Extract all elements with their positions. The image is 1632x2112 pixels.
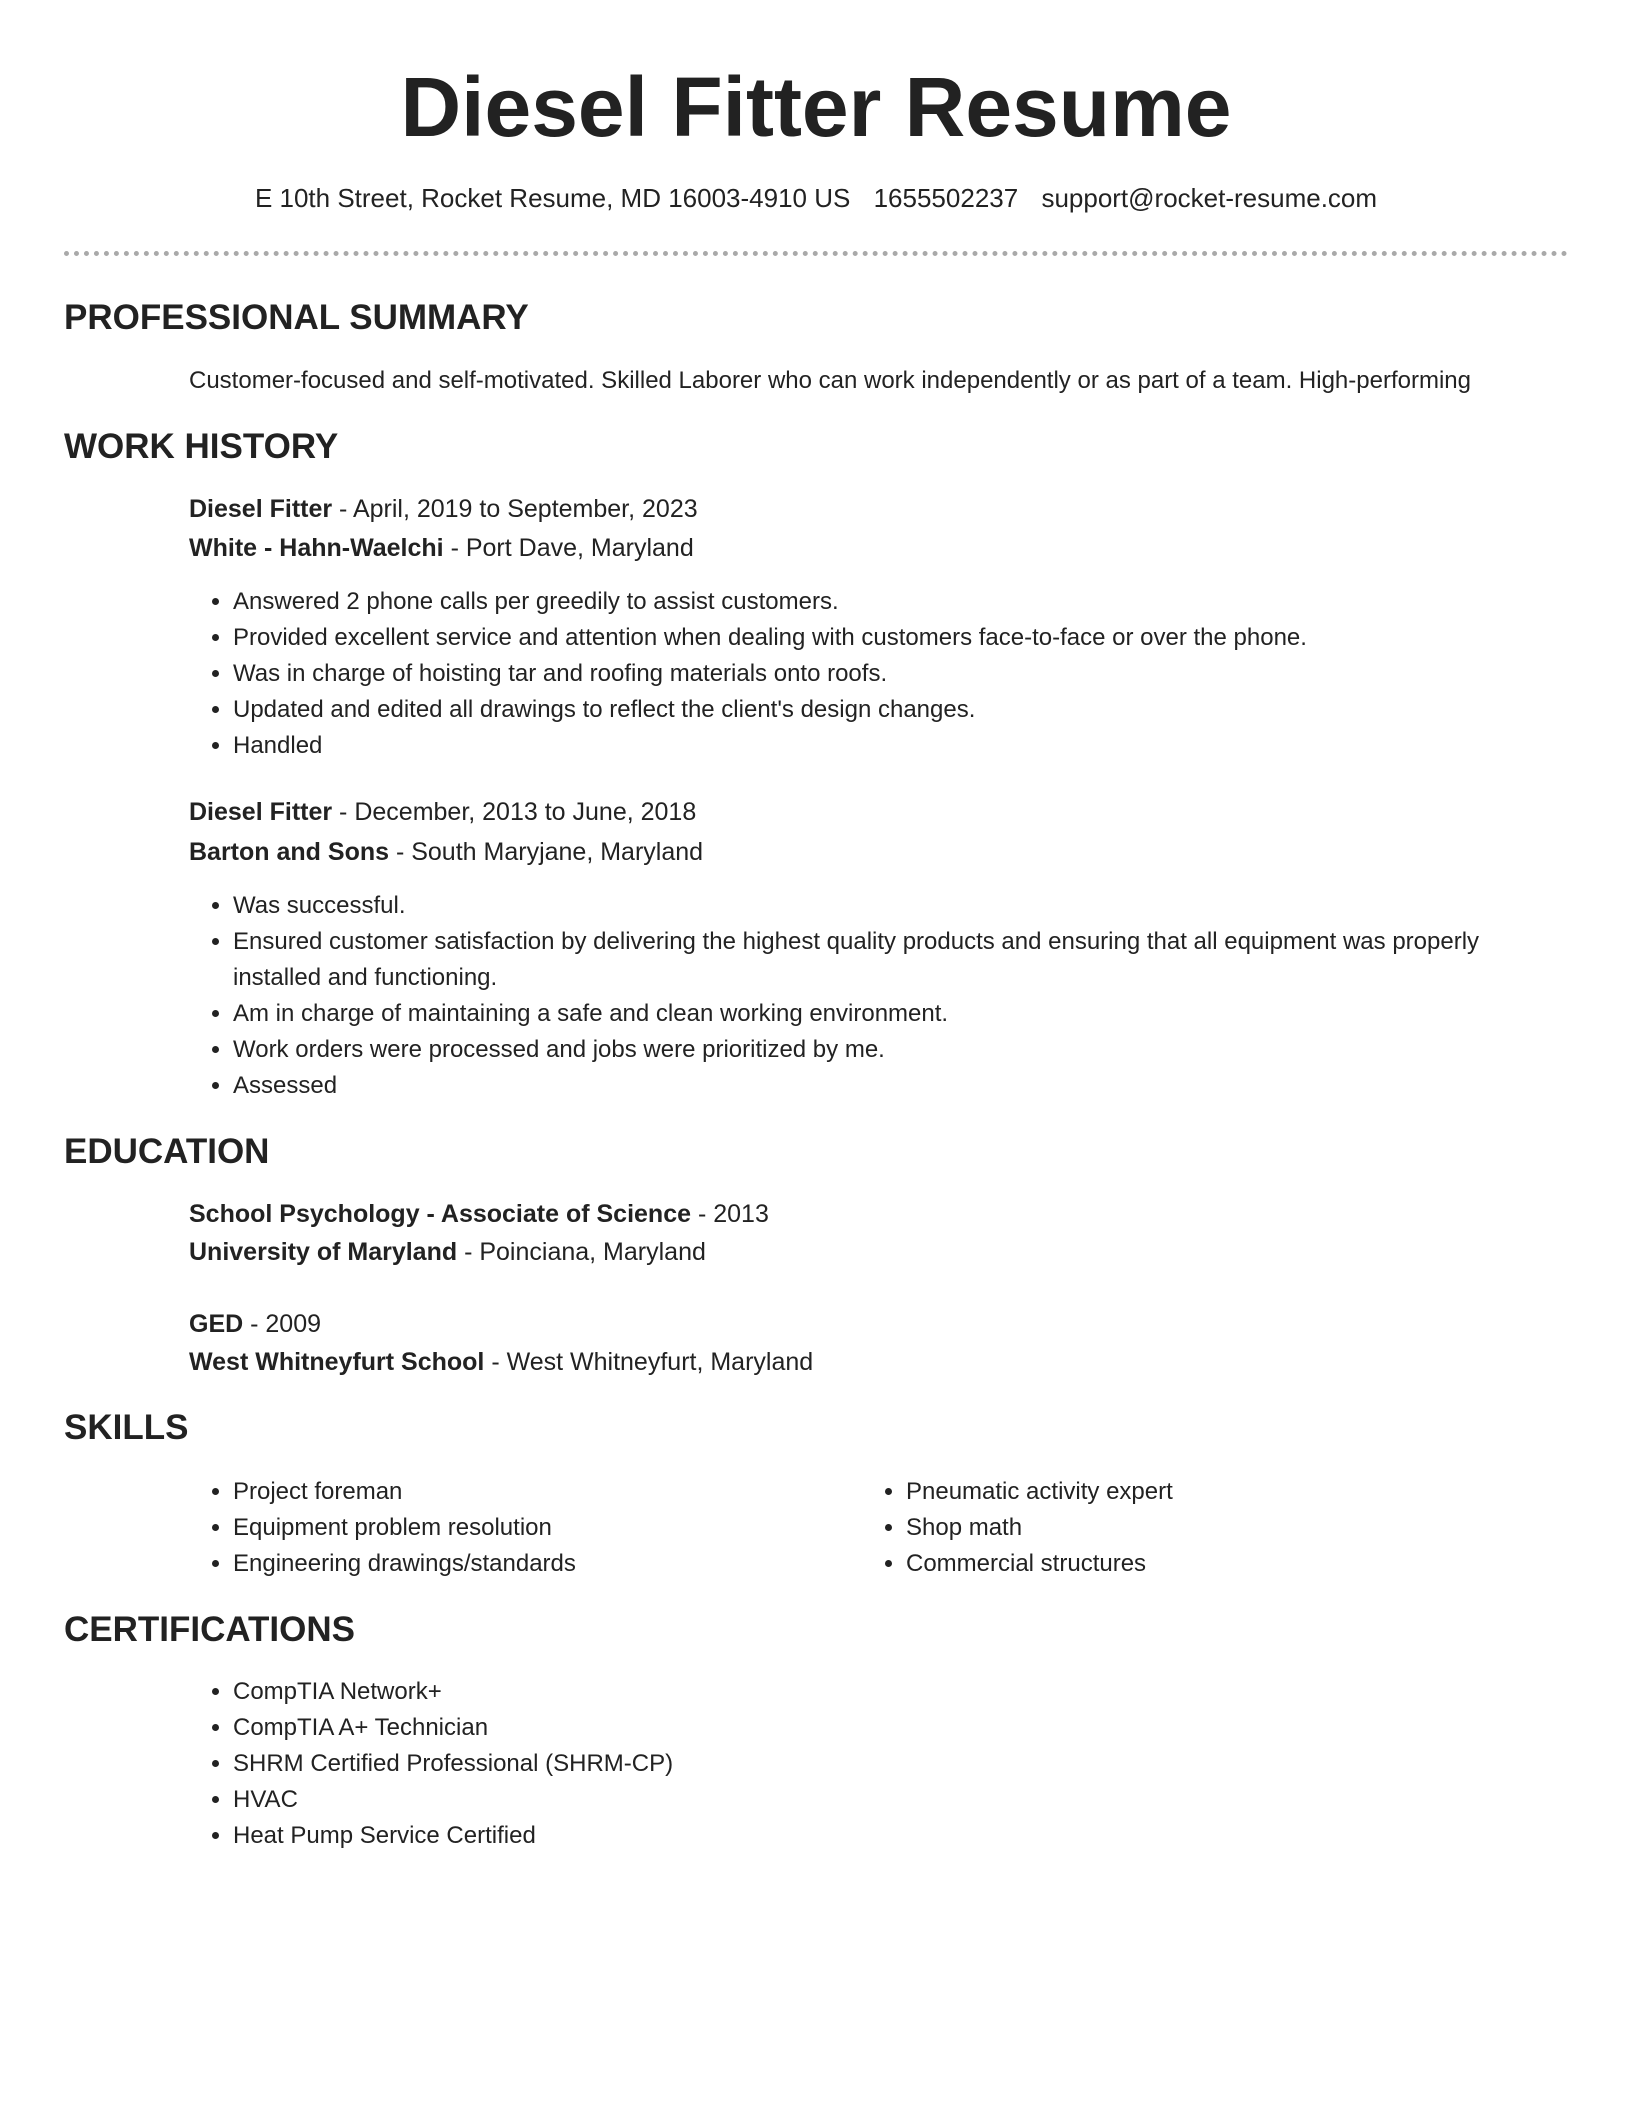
list-item: • Assessed [233, 1068, 1568, 1104]
header-divider [64, 251, 1568, 256]
job-title: Diesel Fitter [189, 798, 333, 826]
job-dates: - April, 2019 to September, 2023 [332, 495, 698, 523]
education-degree: GED [189, 1310, 244, 1338]
job-company: White - Hahn-Waelchi [189, 534, 444, 562]
education-degree-line [189, 1306, 321, 1342]
page-title: Diesel Fitter Resume [400, 60, 1232, 154]
job-company-line [189, 834, 703, 870]
job-company: Barton and Sons [189, 838, 390, 866]
job-location: - Port Dave, Maryland [443, 534, 694, 562]
skills-heading: SKILLS [64, 1408, 189, 1447]
list-item: • Am in charge of maintaining a safe and clean working environment. [233, 996, 1568, 1032]
skills-list-left [189, 1474, 853, 1582]
skills-list-right [862, 1474, 1526, 1582]
education-degree-line [189, 1196, 769, 1232]
list-item: • Shop math [906, 1510, 1526, 1546]
education-year: - 2009 [243, 1310, 322, 1338]
list-item: • Commercial structures [906, 1546, 1526, 1582]
education-location: - West Whitneyfurt, Maryland [484, 1348, 814, 1376]
list-item: • Heat Pump Service Certified [233, 1818, 1233, 1854]
list-item: • Answered 2 phone calls per greedily to assist customers. [233, 584, 1553, 620]
education-year: - 2013 [691, 1200, 769, 1228]
contact-line [0, 180, 1632, 216]
list-item: • Pneumatic activity expert [906, 1474, 1526, 1510]
list-item: • Handled [233, 728, 1553, 764]
list-item: • Project foreman [233, 1474, 853, 1510]
list-item: • CompTIA A+ Technician [233, 1710, 1233, 1746]
contact-phone: 1655502237 [873, 183, 1019, 213]
summary-text: Customer-focused and self-motivated. Skilled Laborer who can work independently or as part of a team. High-performing [189, 367, 1471, 394]
list-item: • Work orders were processed and jobs were prioritized by me. [233, 1032, 1568, 1068]
summary-heading: PROFESSIONAL SUMMARY [64, 298, 529, 337]
education-school-line [189, 1234, 706, 1270]
education-location: - Poinciana, Maryland [457, 1238, 706, 1266]
job-company-line [189, 530, 694, 566]
list-item: • SHRM Certified Professional (SHRM-CP) [233, 1746, 1233, 1782]
education-heading: EDUCATION [64, 1132, 270, 1171]
list-item: • Was successful. [233, 888, 1568, 924]
job-title-line [189, 491, 698, 527]
job-duties-list [189, 888, 1568, 1104]
education-school: West Whitneyfurt School [189, 1348, 485, 1376]
job-title: Diesel Fitter [189, 495, 333, 523]
list-item: • Engineering drawings/standards [233, 1546, 853, 1582]
education-school: University of Maryland [189, 1238, 458, 1266]
job-location: - South Maryjane, Maryland [389, 838, 704, 866]
job-duties-list [189, 584, 1553, 764]
list-item: • Equipment problem resolution [233, 1510, 853, 1546]
contact-email: support@rocket-resume.com [1041, 183, 1378, 213]
education-degree: School Psychology - Associate of Science [189, 1200, 692, 1228]
job-title-line [189, 794, 696, 830]
list-item: • Ensured customer satisfaction by delivering the highest quality products and ensuring that all equipment was properly installed and functioning. [233, 924, 1568, 996]
contact-address: E 10th Street, Rocket Resume, MD 16003-4910 US [254, 183, 851, 213]
list-item: • HVAC [233, 1782, 1233, 1818]
list-item: • Was in charge of hoisting tar and roofing materials onto roofs. [233, 656, 1553, 692]
certifications-list [189, 1674, 1233, 1854]
list-item: • CompTIA Network+ [233, 1674, 1233, 1710]
work-history-heading: WORK HISTORY [64, 427, 339, 466]
job-dates: - December, 2013 to June, 2018 [332, 798, 697, 826]
list-item: • Updated and edited all drawings to reflect the client's design changes. [233, 692, 1553, 728]
list-item: • Provided excellent service and attention when dealing with customers face-to-face or over the phone. [233, 620, 1553, 656]
education-school-line [189, 1344, 813, 1380]
certifications-heading: CERTIFICATIONS [64, 1610, 356, 1649]
